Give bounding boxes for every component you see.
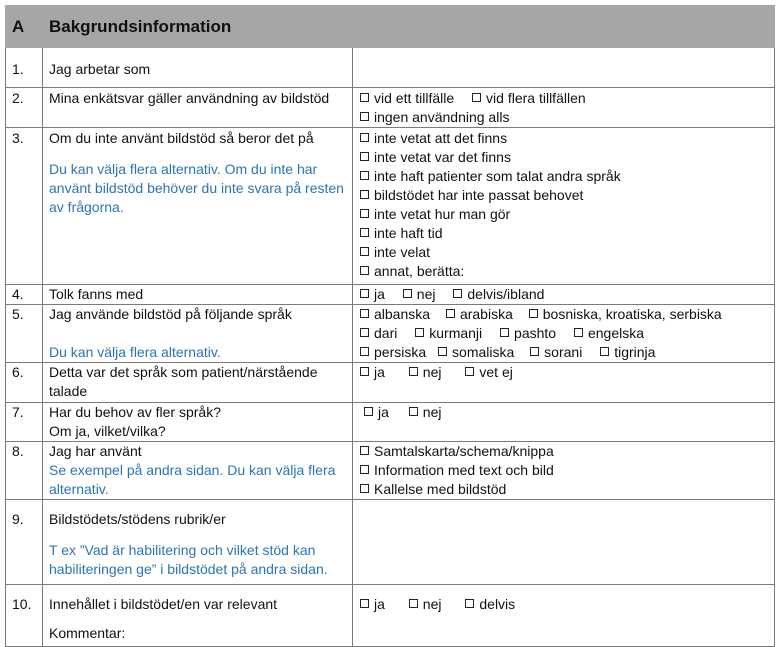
checkbox-option[interactable]: inte vetat hur man gör: [360, 205, 774, 224]
checkbox-icon: [360, 93, 369, 102]
checkbox-icon: [465, 599, 474, 608]
checkbox-icon: [360, 133, 369, 142]
checkbox-option[interactable]: arabiska: [446, 305, 513, 324]
checkbox-option[interactable]: vid flera tillfällen: [472, 89, 586, 108]
checkbox-icon: [403, 289, 412, 298]
checkbox-icon: [360, 266, 369, 275]
instruction-note: Du kan välja flera alternativ. Om du inte har använt bildstöd behöver du inte svara på resten av frågorna.: [49, 161, 344, 215]
comment-label: Kommentar:: [49, 625, 126, 641]
checkbox-option[interactable]: ja: [364, 403, 389, 422]
checkbox-option[interactable]: pashto: [500, 324, 556, 343]
question-followup: Om ja, vilket/vilka?: [49, 423, 166, 439]
checkbox-option[interactable]: sorani: [530, 343, 582, 362]
checkbox-option[interactable]: vet ej: [465, 363, 512, 382]
checkbox-option[interactable]: engelska: [574, 324, 644, 343]
checkbox-icon: [360, 367, 369, 376]
checkbox-icon: [409, 367, 418, 376]
row-number: 6.: [12, 364, 24, 380]
table-row: [6, 585, 775, 647]
checkbox-option[interactable]: Samtalskarta/schema/knippa: [360, 442, 774, 461]
checkbox-icon: [415, 328, 424, 337]
row-number: 1.: [12, 61, 24, 77]
checkbox-option[interactable]: inte haft patienter som talat andra språk: [360, 167, 774, 186]
checkbox-icon: [574, 328, 583, 337]
question-text: Tolk fanns med: [49, 286, 144, 302]
checkbox-icon: [360, 465, 369, 474]
checkbox-option[interactable]: inte haft tid: [360, 224, 774, 243]
instruction-note: Du kan välja flera alternativ.: [49, 344, 221, 360]
checkbox-option[interactable]: annat, berätta:: [360, 262, 774, 281]
checkbox-option[interactable]: delvis/ibland: [453, 285, 544, 304]
checkbox-option[interactable]: inte vetat att det finns: [360, 129, 774, 148]
table-row: [6, 305, 775, 363]
row-number: 3.: [12, 130, 24, 146]
checkbox-icon: [409, 407, 418, 416]
row-number: 4.: [12, 286, 24, 302]
checkbox-icon: [364, 407, 373, 416]
row-number: 7.: [12, 404, 24, 420]
section-letter: A: [6, 6, 43, 48]
checkbox-option[interactable]: kurmanji: [415, 324, 482, 343]
row-number: 9.: [12, 511, 24, 527]
checkbox-icon: [472, 93, 481, 102]
background-info-table: [5, 5, 775, 647]
row-number: 2.: [12, 90, 24, 106]
checkbox-option[interactable]: bosniska, kroatiska, serbiska: [529, 305, 722, 324]
checkbox-icon: [600, 347, 609, 356]
checkbox-icon: [500, 328, 509, 337]
table-row: [6, 128, 775, 285]
checkbox-option[interactable]: albanska: [360, 305, 430, 324]
checkbox-option[interactable]: somaliska: [438, 343, 514, 362]
checkbox-option[interactable]: ingen användning alls: [360, 108, 509, 127]
checkbox-icon: [360, 112, 369, 121]
table-row: [6, 363, 775, 403]
question-text: Har du behov av fler språk?: [49, 404, 221, 420]
section-header: [6, 6, 775, 48]
table-row: [6, 442, 775, 500]
question-text: Mina enkätsvar gäller användning av bildstöd: [49, 90, 330, 106]
checkbox-option[interactable]: bildstödet har inte passat behovet: [360, 186, 774, 205]
checkbox-option[interactable]: tigrinja: [600, 343, 655, 362]
question-text: Detta var det språk som patient/närstående talade: [49, 364, 318, 399]
row-number: 5.: [12, 306, 24, 322]
checkbox-icon: [360, 171, 369, 180]
checkbox-option[interactable]: ja: [360, 363, 385, 382]
checkbox-option[interactable]: vid ett tillfälle: [360, 89, 454, 108]
instruction-note: T ex ”Vad är habilitering och vilket stöd kan habiliteringen ge” i bildstödet på andra sidan.: [49, 542, 328, 577]
checkbox-icon: [438, 347, 447, 356]
table-row: [6, 500, 775, 585]
table-row: [6, 403, 775, 442]
checkbox-icon: [360, 289, 369, 298]
answer-field[interactable]: [353, 500, 775, 585]
checkbox-icon: [360, 599, 369, 608]
checkbox-icon: [360, 309, 369, 318]
question-text: Bildstödets/stödens rubrik/er: [49, 511, 226, 527]
section-title: Bakgrundsinformation: [43, 6, 775, 48]
checkbox-icon: [360, 228, 369, 237]
checkbox-icon: [360, 152, 369, 161]
checkbox-option[interactable]: nej: [409, 403, 442, 422]
checkbox-icon: [360, 347, 369, 356]
checkbox-option[interactable]: Information med text och bild: [360, 461, 774, 480]
checkbox-option[interactable]: persiska: [360, 343, 426, 362]
checkbox-option[interactable]: ja: [360, 285, 385, 304]
checkbox-icon: [360, 328, 369, 337]
table-row: [6, 48, 775, 88]
answer-field[interactable]: [353, 48, 775, 88]
checkbox-icon: [360, 446, 369, 455]
checkbox-icon: [529, 309, 538, 318]
checkbox-option[interactable]: nej: [409, 595, 442, 614]
row-number: 10.: [12, 596, 32, 612]
question-text: Innehållet i bildstödet/en var relevant: [49, 596, 278, 612]
checkbox-icon: [530, 347, 539, 356]
checkbox-icon: [360, 247, 369, 256]
checkbox-option[interactable]: inte velat: [360, 243, 774, 262]
checkbox-option[interactable]: nej: [409, 363, 442, 382]
checkbox-option[interactable]: nej: [403, 285, 436, 304]
checkbox-icon: [360, 190, 369, 199]
checkbox-icon: [465, 367, 474, 376]
checkbox-icon: [360, 209, 369, 218]
checkbox-icon: [409, 599, 418, 608]
checkbox-option[interactable]: inte vetat var det finns: [360, 148, 774, 167]
row-number: 8.: [12, 443, 24, 459]
checkbox-icon: [453, 289, 462, 298]
question-text: Jag arbetar som: [49, 61, 151, 77]
checkbox-option[interactable]: Kallelse med bildstöd: [360, 480, 774, 499]
instruction-note: Se exempel på andra sidan. Du kan välja flera alternativ.: [49, 462, 336, 497]
checkbox-option[interactable]: dari: [360, 324, 397, 343]
checkbox-icon: [360, 484, 369, 493]
question-text: Om du inte använt bildstöd så beror det på: [49, 130, 314, 146]
question-text: Jag har använt: [49, 443, 142, 459]
checkbox-option[interactable]: delvis: [465, 595, 515, 614]
question-text: Jag använde bildstöd på följande språk: [49, 306, 292, 322]
checkbox-option[interactable]: ja: [360, 595, 385, 614]
table-row: [6, 285, 775, 305]
checkbox-icon: [446, 309, 455, 318]
table-row: [6, 88, 775, 128]
